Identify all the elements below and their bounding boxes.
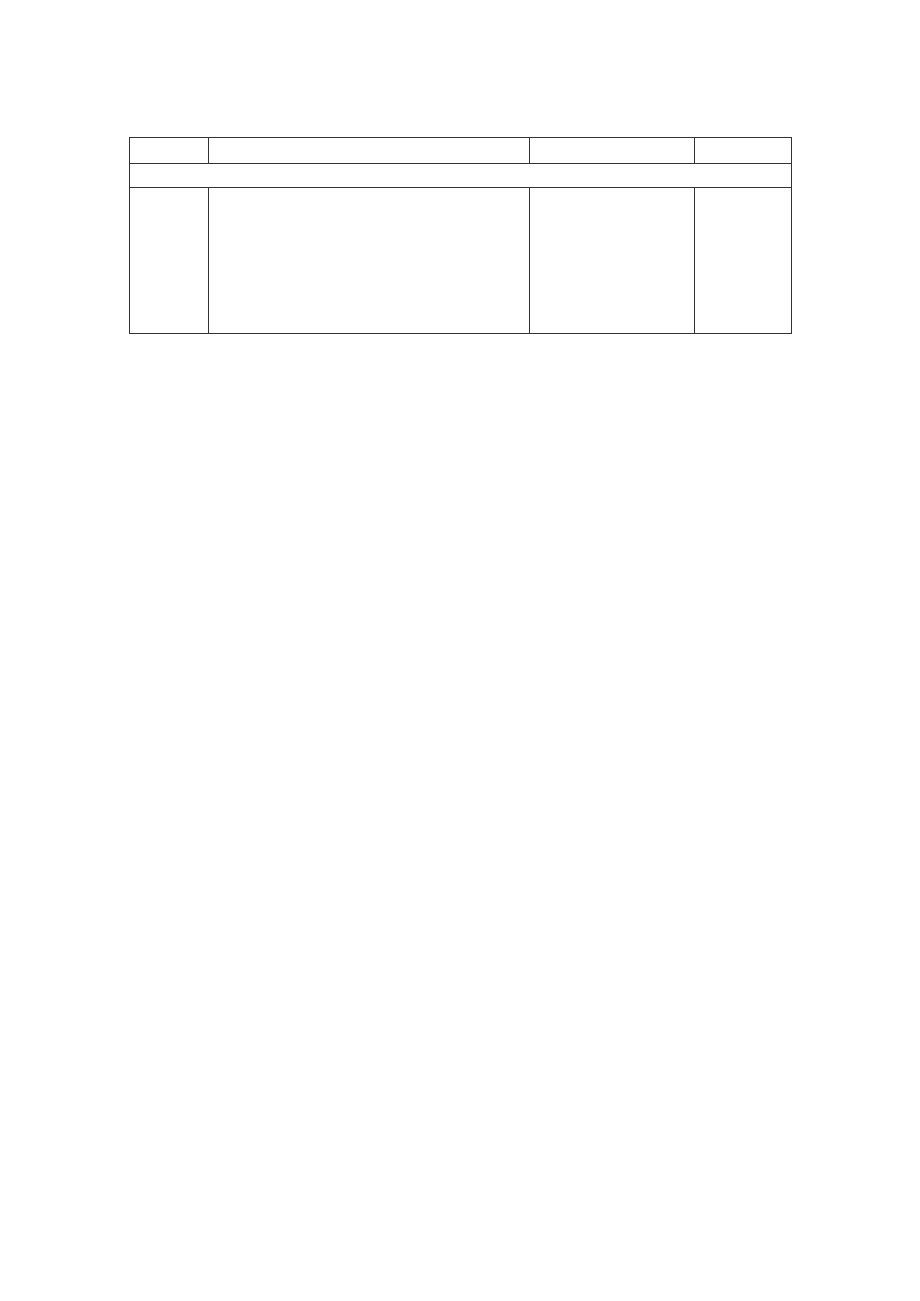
table-row xyxy=(130,188,792,334)
content-line xyxy=(211,191,527,215)
row-id xyxy=(130,188,209,334)
table-header-row xyxy=(130,138,792,164)
section-title-1 xyxy=(130,164,792,188)
header-basis xyxy=(530,138,695,164)
row-frequency xyxy=(695,188,792,334)
header-content xyxy=(209,138,530,164)
section-row-1 xyxy=(130,164,792,188)
row-basis xyxy=(530,188,695,334)
row-content xyxy=(209,188,530,334)
header-category xyxy=(130,138,209,164)
header-frequency xyxy=(695,138,792,164)
inspection-table xyxy=(129,137,792,334)
